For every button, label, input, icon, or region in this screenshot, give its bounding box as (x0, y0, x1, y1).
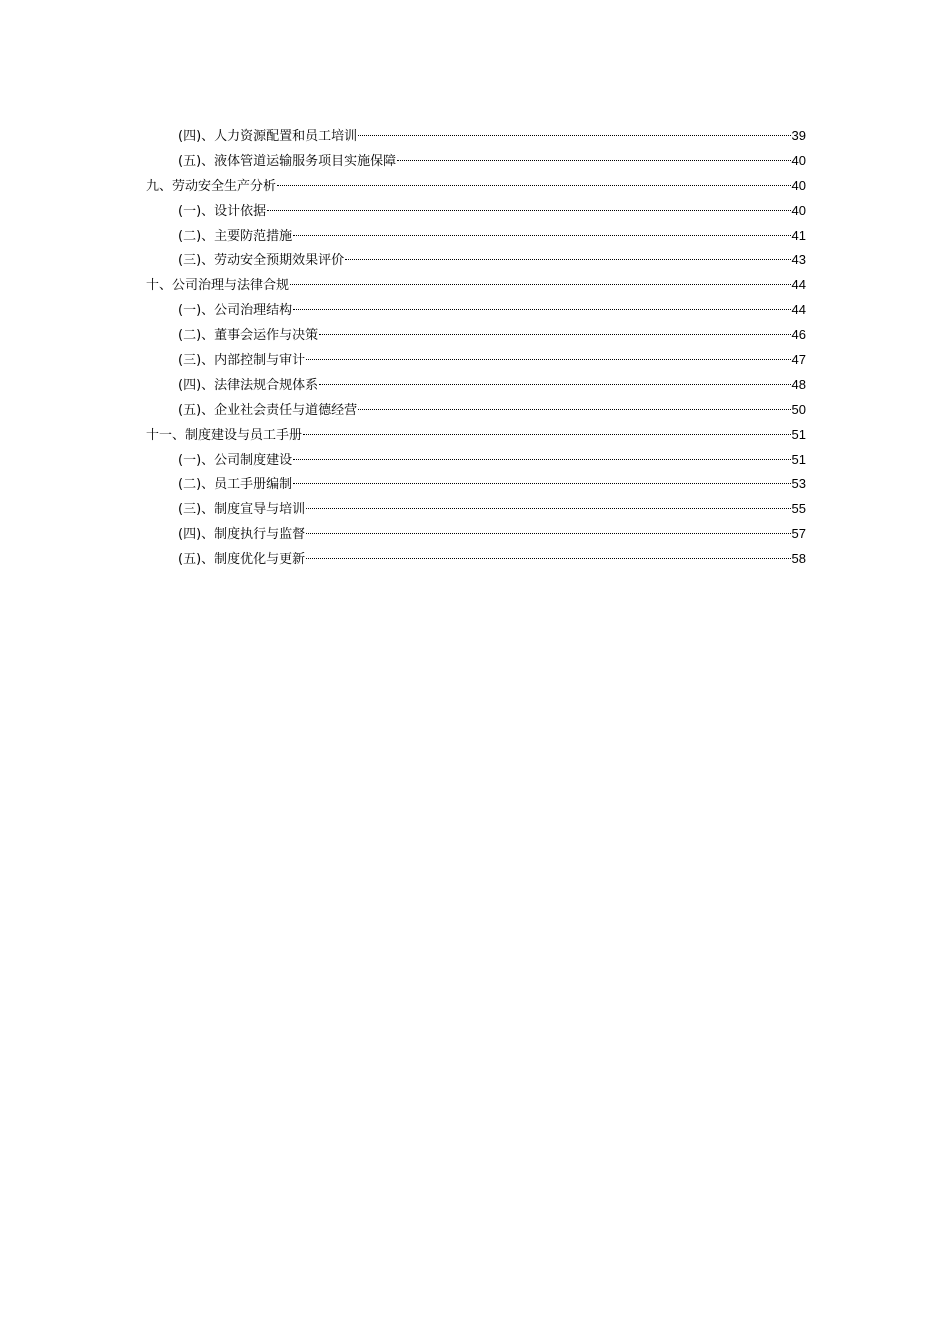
toc-entry-page: 50 (791, 401, 806, 417)
toc-dot-leader (306, 558, 790, 559)
toc-entry[interactable] (146, 298, 806, 323)
toc-dot-leader (290, 284, 791, 285)
toc-entry-page: 44 (791, 277, 806, 293)
toc-entry[interactable] (146, 398, 806, 423)
toc-entry-page: 55 (791, 501, 806, 517)
toc-dot-leader (267, 210, 790, 211)
toc-entry[interactable] (146, 248, 806, 273)
toc-dot-leader (345, 259, 790, 260)
toc-entry[interactable] (146, 547, 806, 572)
toc-dot-leader (293, 235, 790, 236)
toc-entry-title: (一)、设计依据 (178, 203, 267, 219)
toc-dot-leader (306, 508, 790, 509)
toc-entry-page: 57 (791, 526, 806, 542)
toc-entry-page: 44 (791, 302, 806, 318)
toc-entry[interactable] (146, 472, 806, 497)
toc-entry-page: 39 (791, 128, 806, 143)
toc-dot-leader (277, 185, 791, 186)
toc-entry-title: 九、劳动安全生产分析 (146, 178, 277, 194)
toc-entry-page: 40 (791, 152, 806, 168)
toc-entry-title: (三)、制度宣导与培训 (178, 502, 306, 518)
toc-dot-leader (303, 434, 791, 435)
toc-dot-leader (358, 409, 790, 410)
toc-entry-page: 40 (791, 177, 806, 193)
toc-entry[interactable] (146, 199, 806, 224)
toc-entry-page: 41 (791, 227, 806, 243)
toc-entry[interactable] (146, 448, 806, 473)
toc-dot-leader (293, 459, 790, 460)
toc-entry-title: (二)、员工手册编制 (178, 477, 293, 493)
toc-entry-title: (三)、劳动安全预期效果评价 (178, 253, 345, 269)
toc-entry-page: 51 (791, 451, 806, 467)
toc-entry-page: 53 (791, 476, 806, 492)
toc-entry-title: (一)、公司制度建设 (178, 452, 293, 468)
toc-entry-title: (二)、董事会运作与决策 (178, 328, 319, 344)
toc-entry[interactable] (146, 373, 806, 398)
toc-dot-leader (358, 135, 790, 136)
toc-entry[interactable] (146, 149, 806, 174)
toc-entry-page: 58 (791, 551, 806, 567)
toc-entry-page: 51 (791, 426, 806, 442)
toc-entry-page: 43 (791, 252, 806, 268)
toc-entry-page: 40 (791, 202, 806, 218)
toc-dot-leader (319, 384, 790, 385)
toc-dot-leader (306, 359, 790, 360)
toc-chapter-entry[interactable] (146, 423, 806, 448)
toc-entry[interactable] (146, 323, 806, 348)
toc-entry-title: (五)、企业社会责任与道德经营 (178, 402, 358, 418)
toc-entry[interactable] (146, 124, 806, 149)
toc-dot-leader (319, 334, 790, 335)
toc-entry-page: 47 (791, 352, 806, 368)
table-of-contents (146, 124, 806, 572)
toc-entry-title: (四)、制度执行与监督 (178, 527, 306, 543)
toc-entry[interactable] (146, 224, 806, 249)
toc-entry-page: 46 (791, 327, 806, 343)
toc-entry-title: (四)、法律法规合规体系 (178, 377, 319, 393)
toc-chapter-entry[interactable] (146, 174, 806, 199)
toc-entry-title: (二)、主要防范措施 (178, 228, 293, 244)
toc-entry-title: (一)、公司治理结构 (178, 303, 293, 319)
toc-entry-page: 48 (791, 376, 806, 392)
toc-entry[interactable] (146, 348, 806, 373)
toc-entry[interactable] (146, 522, 806, 547)
toc-chapter-entry[interactable] (146, 273, 806, 298)
toc-entry-title: (五)、制度优化与更新 (178, 552, 306, 568)
toc-dot-leader (306, 533, 790, 534)
toc-dot-leader (293, 483, 790, 484)
toc-entry-title: 十一、制度建设与员工手册 (146, 427, 303, 443)
toc-dot-leader (397, 160, 790, 161)
toc-entry[interactable] (146, 497, 806, 522)
toc-entry-title: (五)、液体管道运输服务项目实施保障 (178, 153, 397, 169)
toc-entry-title: (三)、内部控制与审计 (178, 353, 306, 369)
toc-entry-title: 十、公司治理与法律合规 (146, 278, 290, 294)
toc-entry-title: (四)、人力资源配置和员工培训 (178, 129, 358, 144)
toc-dot-leader (293, 309, 790, 310)
